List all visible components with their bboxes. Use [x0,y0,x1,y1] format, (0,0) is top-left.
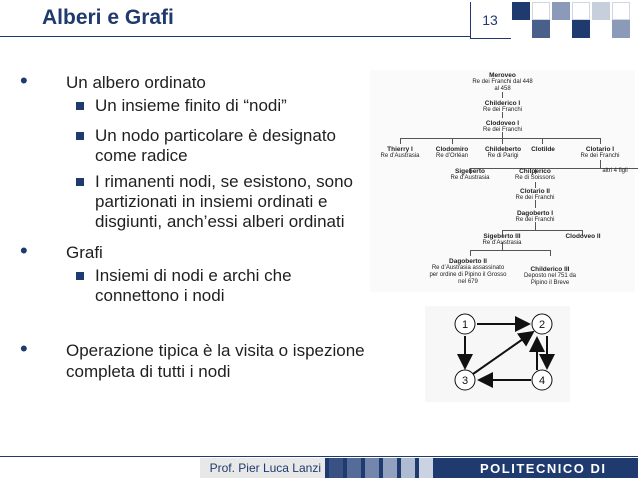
tree-node: Clodoveo I Re dei Franchi [482,120,523,133]
sub-bullet-marker [76,102,84,110]
bullet-text: Un albero ordinato [66,73,206,92]
bullet-marker: • [20,336,28,361]
footer-rule [0,456,638,457]
tree-node: Childeberto Re di Parigi [484,146,522,159]
graph-node-label: 4 [538,375,546,387]
sub-bullet-text: Un insieme finito di “nodi” [95,96,287,115]
tree-node: Dagoberto I Re dei Franchi [515,210,555,223]
bullet-text: Operazione tipica è la visita o ispezione completa di tutti i nodi [66,341,365,381]
tree-node: Childerico III Deposto nel 751 da Pipino il Breve [523,266,577,286]
tree-node: Sigeberto Re d’Austrasia [450,168,490,181]
tree-node: Meroveo Re dei Franchi dal 448 al 458 [472,72,533,92]
tree-node: Childerico I Re dei Franchi [482,100,523,113]
graph-node-label: 3 [461,375,469,387]
tree-node: altri 4 figli [602,168,628,174]
sub-bullet-marker [76,178,84,186]
bullet-marker: • [20,238,28,263]
genealogy-tree-figure [370,70,635,292]
tree-node: Dagoberto II Re d’Austrasia assassinato per ordine di Pipino il Grosso nel 679 [429,258,507,285]
header-rule [0,36,470,37]
tree-node: Clotario I Re dei Franchi [580,146,620,159]
bullet-text: Grafi [66,243,103,262]
footer-author: Prof. Pier Luca Lanzi [200,458,325,478]
tree-node: Sigeberto III Re d’Austrasia [482,233,522,246]
tree-node: Clotario II Re dei Franchi [515,188,555,201]
sub-bullet-marker [76,132,84,140]
graph-edge [473,332,533,374]
page-number: 13 [482,12,498,28]
tree-node: Thierry I Re d’Austrasia [380,146,420,159]
graph-svg [425,306,570,402]
tree-node: Clodoveo II [565,233,601,240]
sub-bullet-text: Insiemi di nodi e archi che connettono i nodi [95,266,292,305]
tree-node: Clotilde [531,146,555,153]
graph-node-label: 1 [461,319,469,331]
bullet-marker: • [20,68,28,93]
directed-graph-figure [425,306,570,402]
slide-title: Alberi e Grafi [42,6,174,29]
graph-node-label: 2 [538,319,546,331]
tree-node: Clodomiro Re d’Orléan [435,146,469,159]
footer-institution: POLITECNICO DI MILANO [480,461,607,491]
tree-node: Chilperico Re di Soissons [514,168,556,181]
sub-bullet-text: I rimanenti nodi, se esistono, sono partizionati in insiemi ordinati e disgiunti, anch’essi alberi ordinati [95,172,353,231]
sub-bullet-text: Un nodo particolare è designato come radice [95,126,336,165]
sub-bullet-marker [76,272,84,280]
